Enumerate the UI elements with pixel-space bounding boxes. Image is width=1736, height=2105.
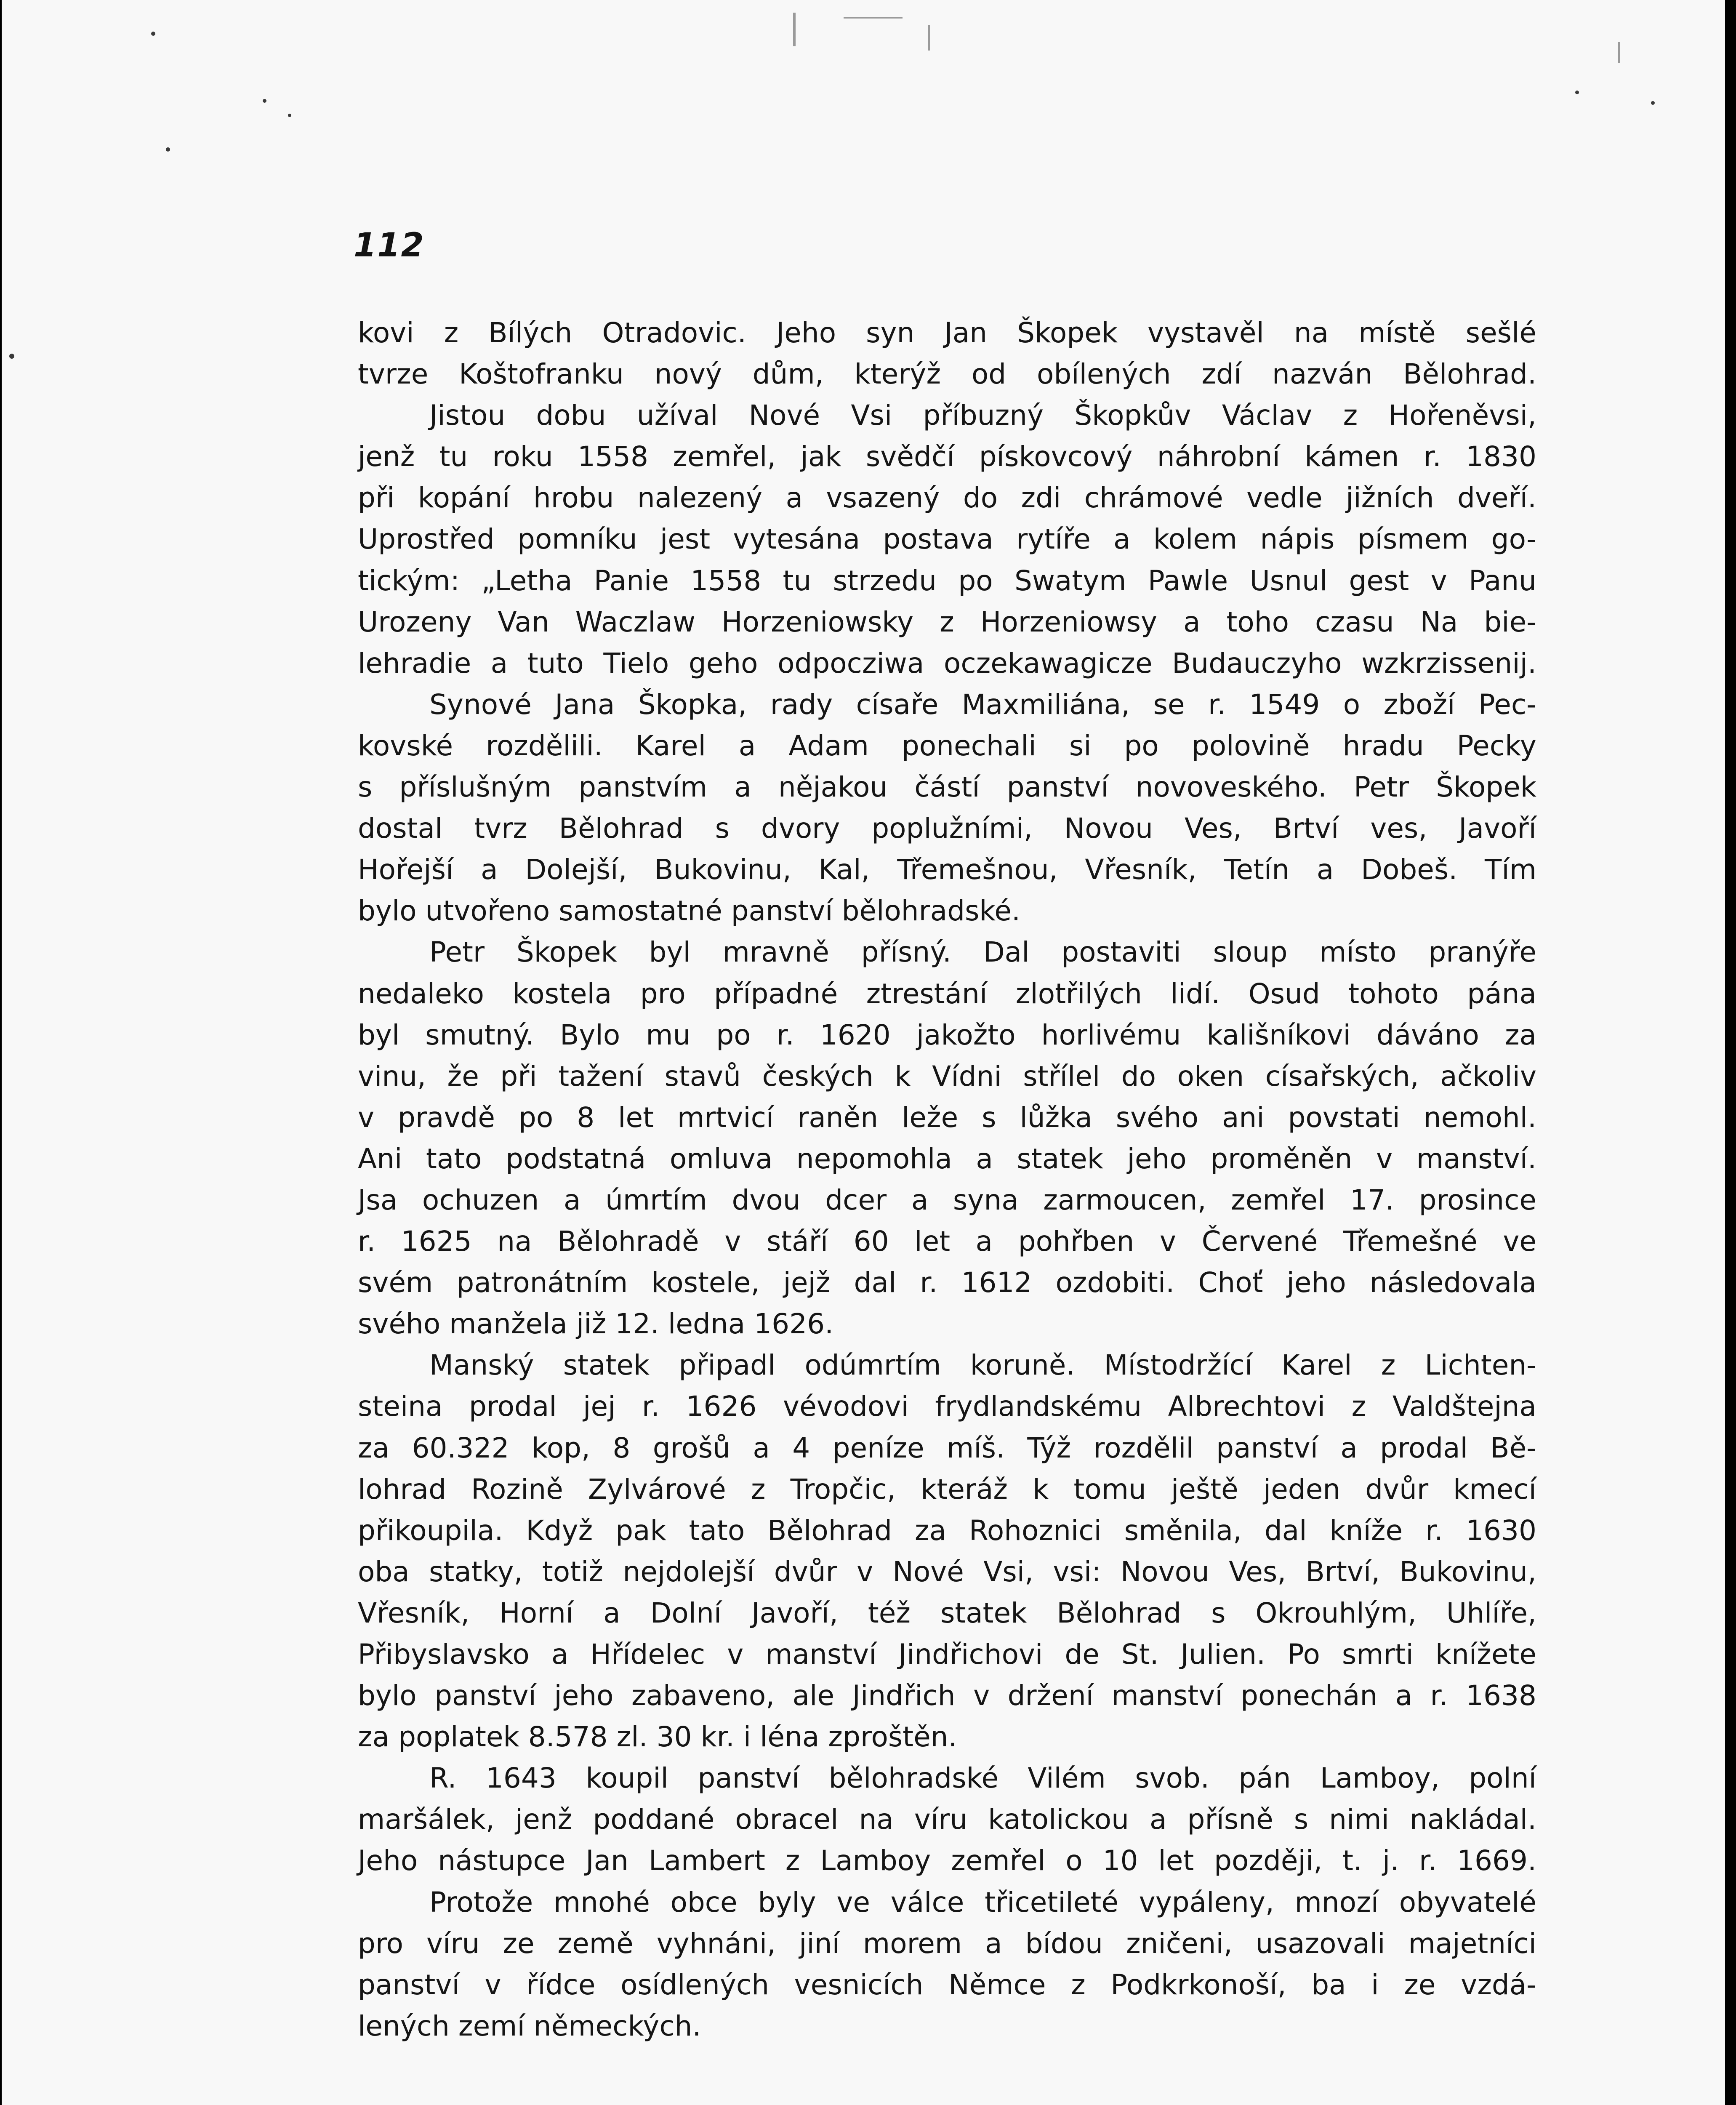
text-line: tvrze Koštofranku nový dům, kterýž od obílených zdí nazván Bělohrad.	[358, 358, 1536, 391]
scan-artifact	[1618, 42, 1620, 63]
text-line: Petr Škopek byl mravně přísný. Dal postaviti sloup místo pranýře	[429, 936, 1536, 969]
paragraph	[358, 395, 1536, 684]
text-line: byl smutný. Bylo mu po r. 1620 jakožto horlivému kališníkovi dáváno za	[358, 1018, 1536, 1051]
scan-artifact	[151, 32, 155, 36]
scan-artifact	[263, 99, 266, 103]
text-line: Urozeny Van Waczlaw Horzeniowsky z Horzeniowsy a toho czasu Na bie-	[358, 605, 1536, 638]
scan-artifact	[1575, 91, 1579, 94]
scan-artifact	[166, 147, 170, 152]
text-line: Hořejší a Dolejší, Bukovinu, Kal, Třemešnou, Vřesník, Tetín a Dobeš. Tím	[358, 853, 1536, 886]
text-line: maršálek, jenž poddané obracel na víru katolickou a přísně s nimi nakládal.	[358, 1803, 1536, 1836]
paragraph	[358, 1345, 1536, 1758]
text-line: Jsa ochuzen a úmrtím dvou dcer a syna zarmoucen, zemřel 17. prosince	[358, 1183, 1536, 1216]
scan-artifact	[793, 13, 796, 46]
text-line: Uprostřed pomníku jest vytesána postava rytíře a kolem nápis písmem go-	[358, 523, 1536, 556]
text-line: Jistou dobu užíval Nové Vsi příbuzný Škopkův Václav z Hořeněvsi,	[429, 399, 1536, 432]
paragraph	[358, 684, 1536, 932]
text-line: Synové Jana Škopka, rady císaře Maxmiliána, se r. 1549 o zboží Pec-	[429, 688, 1536, 721]
paragraph	[358, 1882, 1536, 2047]
text-line: za poplatek 8.578 zl. 30 kr. i léna zproštěn.	[358, 1721, 957, 1753]
text-line: r. 1625 na Bělohradě v stáří 60 let a pohřben v Červené Třemešné ve	[358, 1225, 1536, 1258]
text-line: nedaleko kostela pro případné ztrestání zlotřilých lidí. Osud tohoto pána	[358, 977, 1536, 1010]
text-line: kovi z Bílých Otradovic. Jeho syn Jan Škopek vystavěl na místě sešlé	[358, 317, 1536, 349]
body-text	[358, 312, 1536, 2047]
text-line: Jeho nástupce Jan Lambert z Lamboy zemřel o 10 let později, t. j. r. 1669.	[358, 1844, 1536, 1877]
scan-artifact	[9, 354, 14, 359]
text-line: v pravdě po 8 let mrtvicí raněn leže s lůžka svého ani povstati nemohl.	[358, 1101, 1536, 1134]
text-line: při kopání hrobu nalezený a vsazený do zdi chrámové vedle jižních dveří.	[358, 482, 1536, 514]
text-line: Vřesník, Horní a Dolní Javoří, též statek Bělohrad s Okrouhlým, Uhlíře,	[358, 1596, 1536, 1629]
paragraph	[358, 1758, 1536, 1881]
text-line: kovské rozdělili. Karel a Adam ponechali si po polovině hradu Pecky	[358, 729, 1536, 762]
text-line: lených zemí německých.	[358, 2009, 701, 2042]
text-line: jenž tu roku 1558 zemřel, jak svědčí pískovcový náhrobní kámen r. 1830	[358, 440, 1536, 473]
scan-artifact	[928, 25, 930, 51]
scan-artifact	[1651, 101, 1655, 105]
text-line: lohrad Rozině Zylvárové z Tropčic, kteráž k tomu ještě jeden dvůr kmecí	[358, 1473, 1536, 1505]
text-line: svého manžela již 12. ledna 1626.	[358, 1308, 834, 1340]
text-line: R. 1643 koupil panství bělohradské Vilém svob. pán Lamboy, polní	[429, 1762, 1536, 1795]
text-line: přikoupila. Když pak tato Bělohrad za Rohoznici směnila, dal kníže r. 1630	[358, 1514, 1536, 1547]
book-page	[2, 0, 1725, 2105]
paragraph	[358, 312, 1536, 395]
text-line: tickým: „Letha Panie 1558 tu strzedu po Swatym Pawle Usnul gest v Panu	[358, 564, 1536, 597]
text-line: Ani tato podstatná omluva nepomohla a statek jeho proměněn v manství.	[358, 1142, 1536, 1175]
text-line: lehradie a tuto Tielo geho odpocziwa oczekawagicze Budauczyho wzkrzissenij.	[358, 647, 1536, 679]
text-line: bylo panství jeho zabaveno, ale Jindřich v držení manství ponechán a r. 1638	[358, 1679, 1536, 1712]
page-number: 112	[354, 226, 425, 264]
text-line: bylo utvořeno samostatné panství bělohradské.	[358, 895, 1020, 927]
text-line: Protože mnohé obce byly ve válce třicetileté vypáleny, mnozí obyvatelé	[429, 1886, 1536, 1918]
text-line: Přibyslavsko a Hřídelec v manství Jindřichovi de St. Julien. Po smrti knížete	[358, 1638, 1536, 1671]
text-line: vinu, že při tažení stavů českých k Vídni střílel do oken císařských, ačkoliv	[358, 1060, 1536, 1092]
text-line: steina prodal jej r. 1626 vévodovi frydlandskému Albrechtovi z Valdštejna	[358, 1390, 1536, 1423]
text-line: pro víru ze země vyhnáni, jiní morem a bídou zničeni, usazovali majetníci	[358, 1927, 1536, 1960]
text-line: svém patronátním kostele, jejž dal r. 1612 ozdobiti. Choť jeho následovala	[358, 1266, 1536, 1299]
text-line: oba statky, totiž nejdolejší dvůr v Nové Vsi, vsi: Novou Ves, Brtví, Bukovinu,	[358, 1555, 1536, 1588]
scan-artifact	[288, 114, 291, 117]
paragraph	[358, 932, 1536, 1345]
scan-artifact	[844, 17, 903, 19]
text-line: za 60.322 kop, 8 grošů a 4 peníze míš. Týž rozdělil panství a prodal Bě-	[358, 1431, 1536, 1464]
text-line: dostal tvrz Bělohrad s dvory poplužními, Novou Ves, Brtví ves, Javoří	[358, 812, 1536, 845]
text-line: s příslušným panstvím a nějakou částí panství novoveského. Petr Škopek	[358, 771, 1536, 804]
text-line: Manský statek připadl odúmrtím koruně. Místodržící Karel z Lichten-	[429, 1349, 1536, 1382]
text-line: panství v řídce osídlených vesnicích Němce z Podkrkonoší, ba i ze vzdá-	[358, 1968, 1536, 2001]
